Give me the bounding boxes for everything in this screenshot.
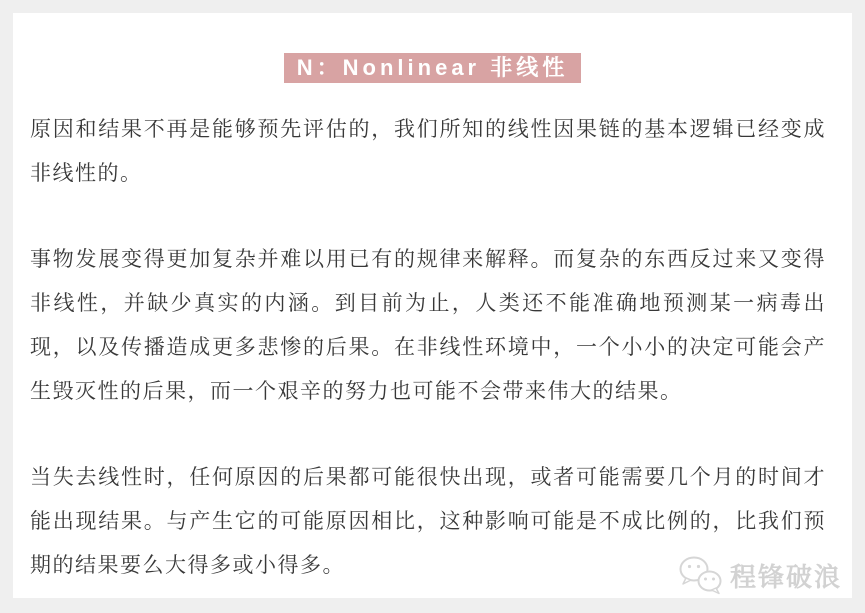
watermark-text: 程锋破浪 (729, 561, 842, 592)
paragraph-3: 当失去线性时，任何原因的后果都可能很快出现，或者可能需要几个月的时间才能出现结果。与产生它的可能原因相比，这种影响可能是不成比例的，比我们预期的结果要么大得多或小得多。 (30, 466, 826, 577)
article-card (13, 13, 852, 598)
article-body (13, 108, 852, 588)
paragraph-1: 原因和结果不再是能够预先评估的，我们所知的线性因果链的基本逻辑已经变成非线性的。 (30, 118, 826, 185)
paragraph-2: 事物发展变得更加复杂并难以用已有的规律来解释。而复杂的东西反过来又变得非线性，并缺少真实的内涵。到目前为止，人类还不能准确地预测某一病毒出现，以及传播造成更多悲惨的后果。在非线性环境中，一个小小的决定可能会产生毁灭性的后果，而一个艰辛的努力也可能不会带来伟大的结果。 (30, 248, 826, 403)
section-title: N：Nonlinear 非线性 (284, 53, 581, 83)
wechat-icon (677, 554, 725, 596)
watermark (677, 554, 842, 596)
